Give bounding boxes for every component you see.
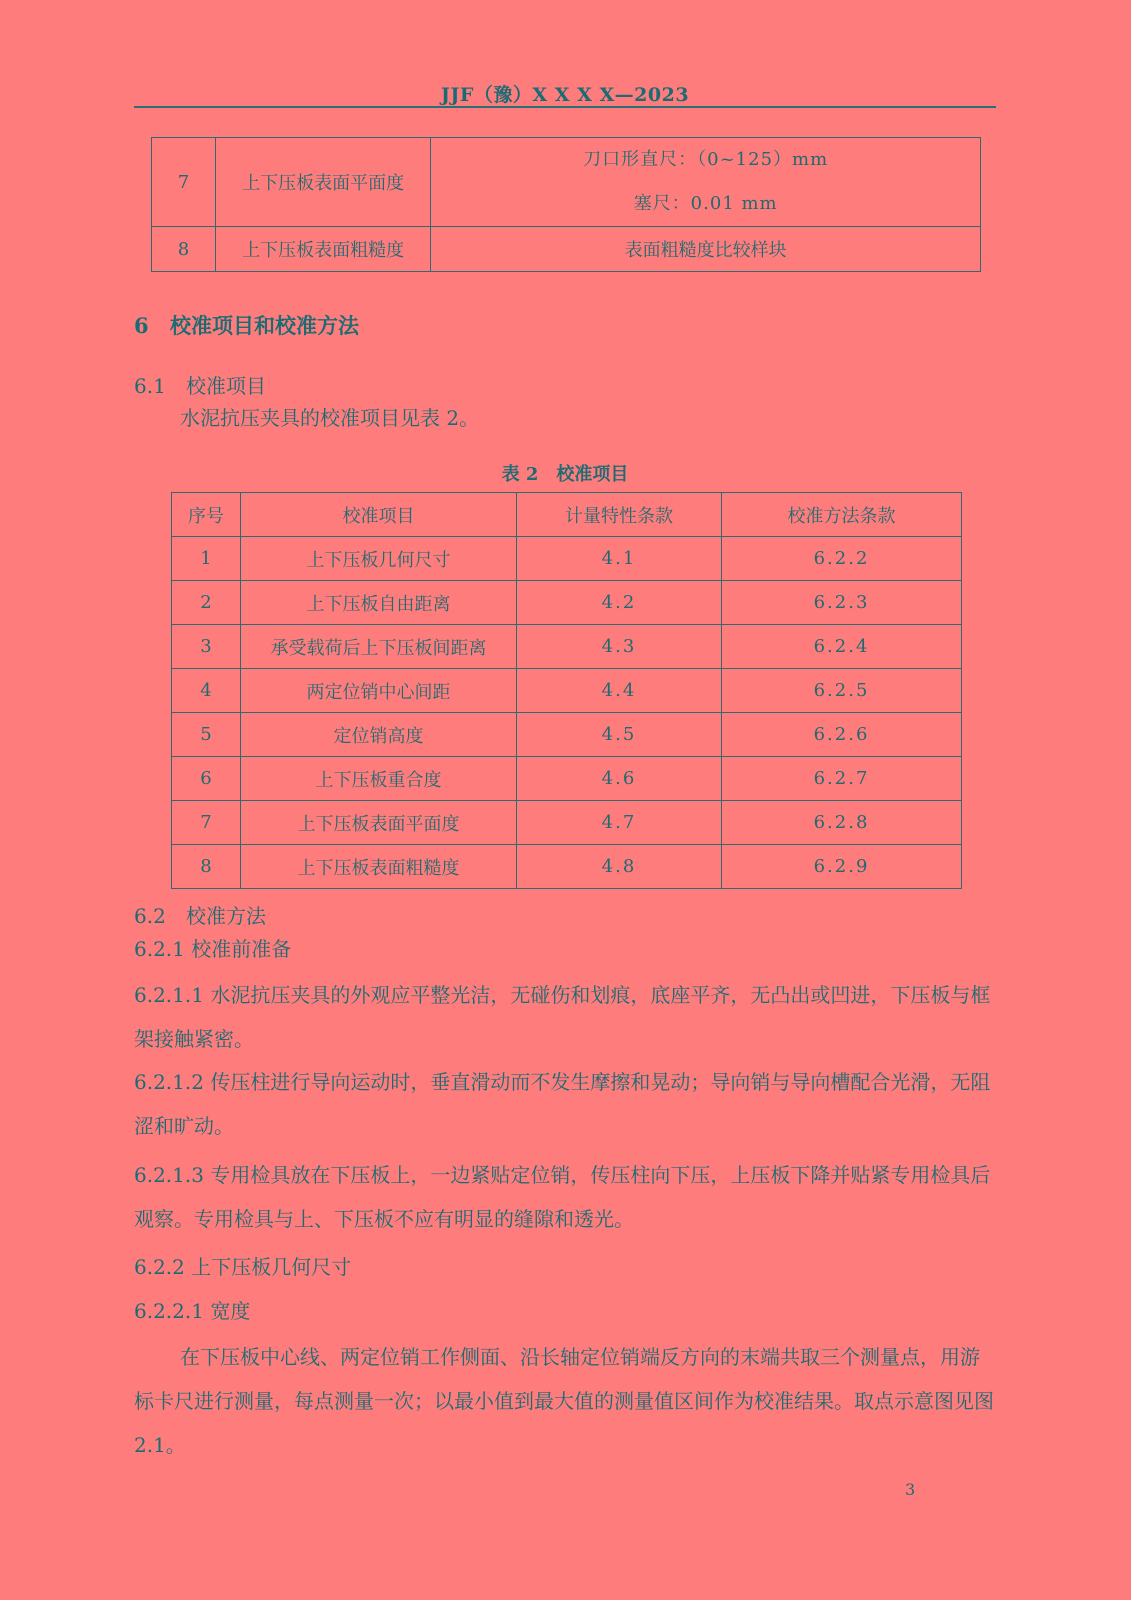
table-row — [172, 845, 962, 889]
cell: 7 — [172, 801, 241, 845]
cell: 4.1 — [517, 537, 722, 581]
col-header: 校准项目 — [241, 493, 517, 537]
section-heading — [134, 310, 359, 340]
cell: 6 — [172, 757, 241, 801]
cell: 上下压板自由距离 — [241, 581, 517, 625]
row-item: 上下压板表面平面度 — [216, 138, 431, 227]
col-header: 校准方法条款 — [722, 493, 962, 537]
cell: 6.2.8 — [722, 801, 962, 845]
tool-line: 刀口形直尺：（0~125）mm — [583, 149, 829, 170]
cell: 4.6 — [517, 757, 722, 801]
cell: 上下压板表面平面度 — [241, 801, 517, 845]
paragraph: 在下压板中心线、两定位销工作侧面、沿长轴定位销端反方向的末端共取三个测量点，用游标卡尺进行测量，每点测量一次；以最小值到最大值的测量值区间作为校准结果。取点示意图见图 2.1。 — [134, 1345, 994, 1457]
cell: 定位销高度 — [241, 713, 517, 757]
cell: 6.2.3 — [722, 581, 962, 625]
header-rule — [134, 106, 996, 108]
table-row — [172, 537, 962, 581]
cell: 上下压板重合度 — [241, 757, 517, 801]
equipment-table-continued — [151, 137, 981, 272]
table-row — [172, 801, 962, 845]
table-row — [172, 625, 962, 669]
cell: 4.4 — [517, 669, 722, 713]
cell: 6.2.9 — [722, 845, 962, 889]
table-caption: 表 2 校准项目 — [501, 464, 629, 485]
cell: 8 — [172, 845, 241, 889]
table-row — [172, 581, 962, 625]
cell: 6.2.7 — [722, 757, 962, 801]
cell: 4.5 — [517, 713, 722, 757]
cell: 6.2.4 — [722, 625, 962, 669]
paragraph: 6.2.1.3 专用检具放在下压板上，一边紧贴定位销，传压柱向下压，上压板下降并贴紧专用检具后观察。专用检具与上、下压板不应有明显的缝隙和透光。 — [134, 1163, 991, 1231]
row-tools: 表面粗糙度比较样块 — [431, 227, 981, 272]
table-row — [172, 713, 962, 757]
col-header: 计量特性条款 — [517, 493, 722, 537]
row-tools — [431, 138, 981, 227]
cell: 4.3 — [517, 625, 722, 669]
cell: 两定位销中心间距 — [241, 669, 517, 713]
subsection-title: 校准方法 — [186, 904, 266, 928]
cell: 4.8 — [517, 845, 722, 889]
subsection-number: 6.1 — [134, 374, 166, 398]
subsection-heading: 6.2.2.1 宽度 — [134, 1299, 251, 1323]
cell: 1 — [172, 537, 241, 581]
cell: 6.2.6 — [722, 713, 962, 757]
table-row — [172, 757, 962, 801]
cell: 6.2.2 — [722, 537, 962, 581]
table-row — [172, 669, 962, 713]
cell: 4.2 — [517, 581, 722, 625]
cell: 3 — [172, 625, 241, 669]
paragraph: 水泥抗压夹具的校准项目见表 2。 — [180, 406, 480, 430]
tool-line: 塞尺：0.01 mm — [633, 193, 778, 214]
subsection-title: 校准项目 — [186, 374, 266, 398]
row-number: 8 — [152, 227, 216, 272]
cell: 6.2.5 — [722, 669, 962, 713]
cell: 5 — [172, 713, 241, 757]
row-item: 上下压板表面粗糙度 — [216, 227, 431, 272]
cell: 上下压板几何尺寸 — [241, 537, 517, 581]
header-title: JJF（豫）X X X X—2023 — [440, 84, 690, 106]
table-header-row — [172, 493, 962, 537]
paragraph: 6.2.1.1 水泥抗压夹具的外观应平整光洁，无碰伤和划痕，底座平齐，无凸出或凹进，下压板与框架接触紧密。 — [134, 983, 991, 1051]
paragraph: 6.2.1.2 传压柱进行导向运动时，垂直滑动而不发生摩擦和晃动；导向销与导向槽配合光滑，无阻涩和旷动。 — [134, 1070, 991, 1138]
cell: 2 — [172, 581, 241, 625]
section-title: 校准项目和校准方法 — [170, 313, 359, 338]
col-header: 序号 — [172, 493, 241, 537]
page-number: 3 — [905, 1480, 916, 1499]
section-number: 6 — [134, 313, 149, 338]
calibration-items-table — [171, 492, 962, 889]
subsection-number: 6.2 — [134, 904, 166, 928]
cell: 4.7 — [517, 801, 722, 845]
subsection-heading: 6.2.1 校准前准备 — [134, 937, 292, 961]
cell: 承受载荷后上下压板间距离 — [241, 625, 517, 669]
subsection-heading — [134, 900, 266, 929]
cell: 4 — [172, 669, 241, 713]
subsection-heading — [134, 370, 266, 399]
row-number: 7 — [152, 138, 216, 227]
table-row — [152, 227, 981, 272]
table-row — [152, 138, 981, 227]
subsection-heading: 6.2.2 上下压板几何尺寸 — [134, 1255, 352, 1279]
cell: 上下压板表面粗糙度 — [241, 845, 517, 889]
